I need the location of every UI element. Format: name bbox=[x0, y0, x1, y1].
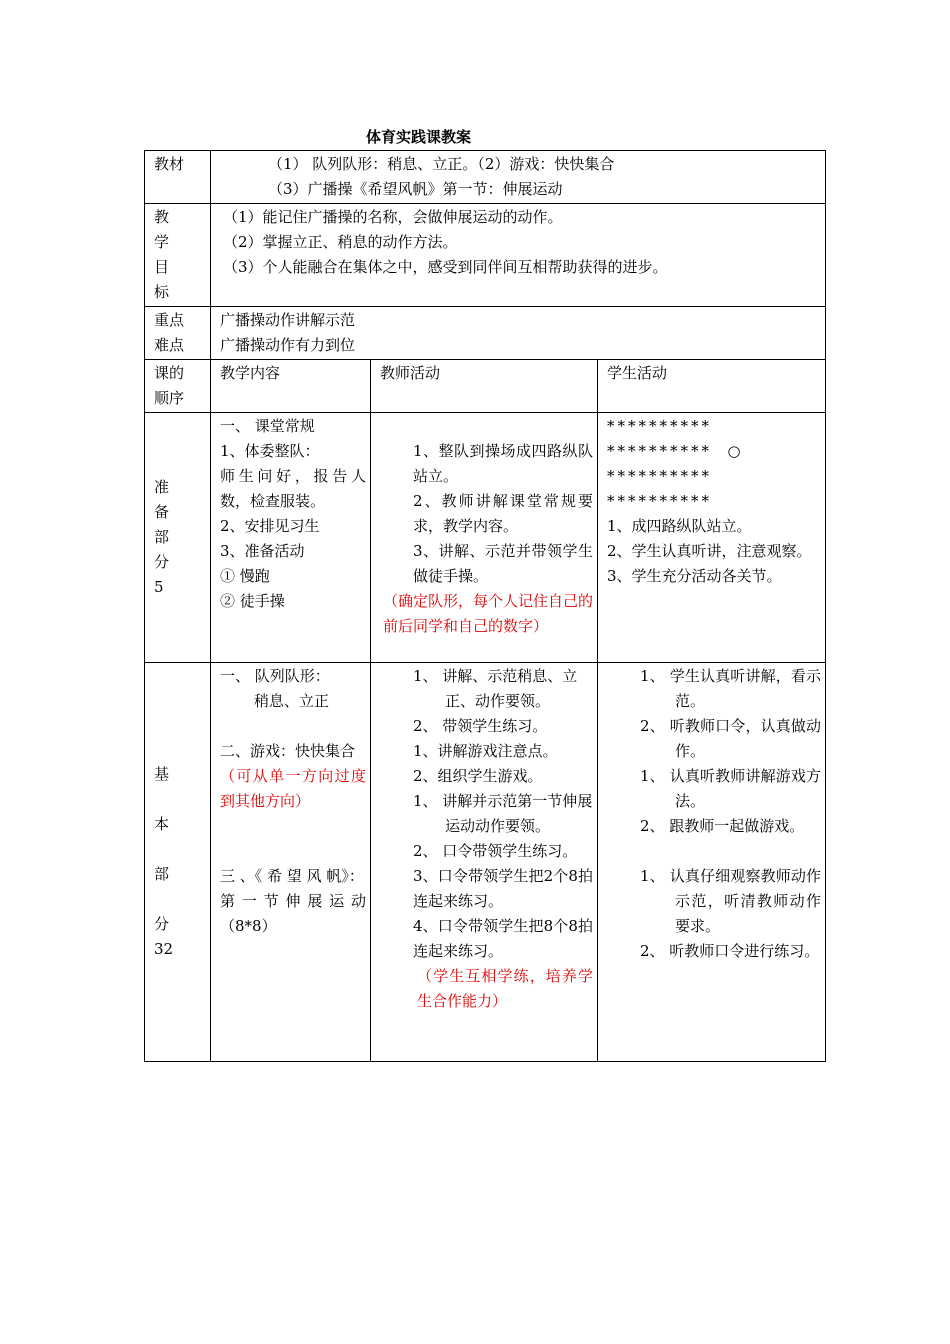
row-material bbox=[145, 151, 826, 204]
basic-student-line: 1、 学生认真听讲解，看示范。 bbox=[640, 667, 822, 710]
header-teacher: 教师活动 bbox=[371, 360, 598, 413]
prep-teacher-text: 2、教师讲解课堂常规要求，教学内容。 bbox=[413, 492, 593, 535]
row-basic bbox=[145, 663, 826, 1062]
spacer bbox=[383, 414, 593, 439]
prep-content-line: 师生问好，报告人数，检查服装。 bbox=[220, 467, 366, 510]
prep-content-line: 2、安排见习生 bbox=[220, 517, 320, 535]
basic-content-3: 三 、《 希 望 风 帆》： bbox=[220, 867, 364, 885]
key-label bbox=[145, 307, 211, 360]
basic-teacher-line: 3、口令带领学生把2个8拍连起来练习。 bbox=[413, 867, 593, 910]
prep-teacher-text: 1、整队到操场成四路纵队站立。 bbox=[413, 442, 593, 485]
basic-teacher-note: （学生互相学练，培养学生合作能力） bbox=[417, 967, 593, 1010]
row-prep bbox=[145, 413, 826, 663]
prep-teacher-text: 3、讲解、示范并带领学生做徒手操。 bbox=[413, 542, 593, 585]
row-key-points bbox=[145, 307, 826, 360]
prep-content-line: 1、体委整队： bbox=[220, 442, 320, 460]
prep-student-line: 2、学生认真听讲，注意观察。 bbox=[607, 542, 812, 560]
prep-content-line: ② 徒手操 bbox=[220, 592, 285, 610]
basic-content-3b: 第一节伸展运动（8*8） bbox=[220, 892, 366, 935]
prep-teacher-line bbox=[383, 439, 593, 489]
formation-row: ********** bbox=[607, 417, 712, 435]
basic-student-line: 1、 认真听教师讲解游戏方法。 bbox=[640, 767, 822, 810]
basic-teacher-line: 1、 讲解、示范稍息、立正、动作要领。 bbox=[413, 667, 578, 710]
goals-label-char: 目 bbox=[154, 258, 170, 276]
goal-item: （2）掌握立正、稍息的动作方法。 bbox=[223, 233, 458, 251]
key-label-2: 难点 bbox=[154, 336, 185, 354]
header-order bbox=[145, 360, 211, 413]
prep-content-line: 一、 课堂常规 bbox=[220, 417, 315, 435]
basic-teacher-line: 2、 带领学生练习。 bbox=[413, 717, 548, 735]
prep-student-line: 3、学生充分活动各关节。 bbox=[607, 567, 782, 585]
prep-label-char: 5 bbox=[154, 578, 164, 596]
key-content bbox=[211, 307, 826, 360]
row-goals bbox=[145, 204, 826, 307]
prep-label-char: 准 bbox=[154, 478, 170, 496]
basic-teacher-line: 1、 讲解并示范第一节伸展运动动作要领。 bbox=[413, 792, 593, 835]
key-text-1: 广播操动作讲解示范 bbox=[220, 311, 356, 329]
prep-teacher-note: （确定队形，每个人记住自己的前后同学和自己的数字） bbox=[383, 592, 594, 635]
basic-student-line: 1、 认真仔细观察教师动作示范，听清教师动作要求。 bbox=[640, 867, 822, 935]
header-order-2: 顺序 bbox=[154, 389, 185, 407]
basic-content-2-note: （可从单一方向过度到其他方向） bbox=[220, 767, 366, 810]
material-line-1: （1） 队列队形：稍息、立正。（2）游戏：快快集合 bbox=[268, 155, 615, 173]
goal-item: （1）能记住广播操的名称，会做伸展运动的动作。 bbox=[223, 208, 563, 226]
basic-content-2: 二、游戏：快快集合 bbox=[220, 742, 356, 760]
goal-item: （3）个人能融合在集体之中，感受到同伴间互相帮助获得的进步。 bbox=[223, 258, 668, 276]
prep-content-line: ① 慢跑 bbox=[220, 567, 270, 585]
basic-label-char: 部 bbox=[154, 865, 170, 883]
basic-student-line: 2、 听教师口令进行练习。 bbox=[640, 942, 820, 960]
header-student: 学生活动 bbox=[598, 360, 826, 413]
prep-student-line: 1、成四路纵队站立。 bbox=[607, 517, 752, 535]
goals-label-char: 标 bbox=[154, 283, 170, 301]
basic-teacher-line: 2、 口令带领学生练习。 bbox=[413, 842, 578, 860]
prep-content-line: 3、准备活动 bbox=[220, 542, 305, 560]
basic-content-1b: 稍息、立正 bbox=[254, 692, 330, 710]
basic-teacher-line: 1、讲解游戏注意点。 bbox=[413, 742, 558, 760]
basic-label-char: 32 bbox=[154, 940, 174, 958]
prep-student bbox=[598, 413, 826, 663]
goals-label-char: 教 bbox=[154, 208, 170, 226]
formation-row: ********** ○ bbox=[607, 442, 744, 460]
page-title: 体育实践课教案 bbox=[366, 128, 472, 146]
row-headers bbox=[145, 360, 826, 413]
basic-teacher-line: 2、组织学生游戏。 bbox=[413, 767, 543, 785]
basic-content bbox=[211, 663, 371, 1062]
header-content: 教学内容 bbox=[211, 360, 371, 413]
prep-teacher-line bbox=[383, 489, 593, 539]
basic-teacher-line: 4、口令带领学生把8个8拍连起来练习。 bbox=[413, 917, 593, 960]
material-content bbox=[211, 151, 826, 204]
prep-teacher-line bbox=[383, 539, 593, 589]
spacer bbox=[640, 839, 821, 864]
spacer bbox=[154, 787, 206, 812]
basic-teacher bbox=[371, 663, 598, 1062]
spacer bbox=[154, 837, 206, 862]
material-label: 教材 bbox=[145, 151, 211, 204]
prep-label bbox=[145, 413, 211, 663]
spacer bbox=[154, 887, 206, 912]
basic-student bbox=[598, 663, 826, 1062]
key-text-2: 广播操动作有力到位 bbox=[220, 336, 356, 354]
goals-label-char: 学 bbox=[154, 233, 170, 251]
formation-row: ********** bbox=[607, 492, 712, 510]
basic-content-1: 一、 队列队形： bbox=[220, 667, 330, 685]
header-order-1: 课的 bbox=[154, 364, 185, 382]
prep-label-char: 备 bbox=[154, 503, 170, 521]
material-line-2: （3）广播操《希望风帆》第一节：伸展运动 bbox=[268, 180, 563, 198]
basic-label-char: 基 bbox=[154, 765, 170, 783]
prep-content bbox=[211, 413, 371, 663]
basic-label-char: 本 bbox=[154, 815, 170, 833]
basic-student-line: 2、 跟教师一起做游戏。 bbox=[640, 817, 805, 835]
spacer bbox=[220, 814, 366, 839]
spacer bbox=[220, 714, 366, 739]
lesson-plan-table bbox=[144, 150, 826, 1062]
prep-label-char: 部 bbox=[154, 528, 170, 546]
prep-teacher bbox=[371, 413, 598, 663]
spacer bbox=[220, 839, 366, 864]
formation-row: ********** bbox=[607, 467, 712, 485]
basic-label-char: 分 bbox=[154, 915, 170, 933]
key-label-1: 重点 bbox=[154, 311, 185, 329]
basic-student-line: 2、 听教师口令，认真做动作。 bbox=[640, 717, 822, 760]
goals-content bbox=[211, 204, 826, 307]
basic-label bbox=[145, 663, 211, 1062]
goals-label bbox=[145, 204, 211, 307]
prep-label-char: 分 bbox=[154, 553, 170, 571]
